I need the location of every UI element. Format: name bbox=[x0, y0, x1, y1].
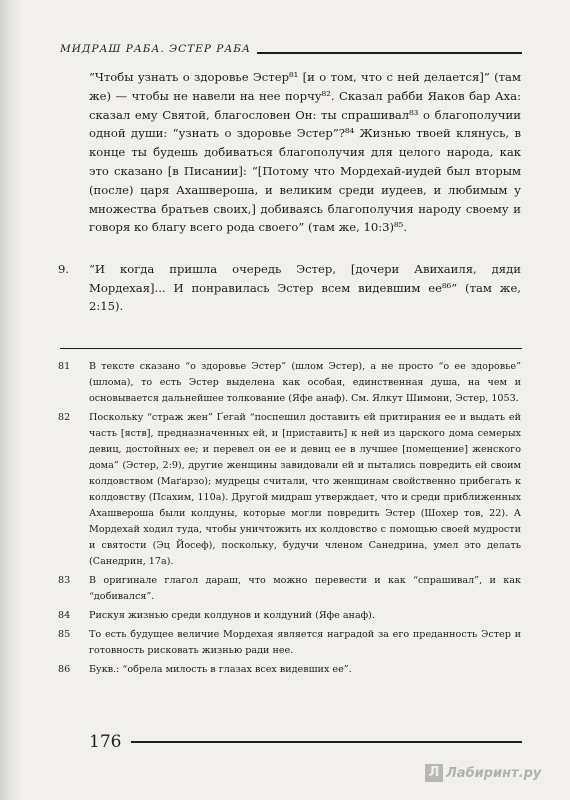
footnote bbox=[58, 573, 521, 605]
watermark bbox=[425, 764, 541, 782]
running-header bbox=[60, 41, 522, 55]
header-title: МИДРАШ РАБА. ЭСТЕР РАБА bbox=[60, 43, 251, 55]
footnote-number: 83 bbox=[58, 575, 71, 586]
page-spine-shadow bbox=[0, 0, 22, 800]
footer-rule bbox=[131, 741, 522, 743]
footnote-text: Поскольку “страж жен” Ґегай “поспешил доставить ей притирания ее и выдать ей часть [яств], предназначенных ей, и [приставить] к ней из царского дома семерых девиц, достойных ее; и перевел он ее и девиц ее в лучшее [помещение] женского дома” (Эстер, 2:9), другие женщины завидовали ей и пытались повредить ей своим колдовством (Маґарзо); мудрецы считали, что женщинам свойственно прибегать к колдовству (Псахим, 110а). Другой мидраш утверждает, что и среди приближенных Ахашвероша были колдуны, которые могли повредить Эстер (Шохер тов, 22). А Мордехай ходил туда, чтобы уничтожить их колдовство с помощью своей мудрости и святости (Эц Йосеф), поскольку, будучи членом Санедрина, умел это делать (Санедрин, 17а). bbox=[89, 412, 521, 567]
footnote bbox=[58, 410, 521, 570]
page-number: 176 bbox=[89, 732, 122, 752]
footnote-number: 84 bbox=[58, 610, 71, 621]
footnote-text: В оригинале глагол дараш, что можно перевести и как “спрашивал”, и как “добивался”. bbox=[89, 575, 521, 602]
main-paragraph: “Чтобы узнать о здоровье Эстер⁸¹ [и о том, что с ней делается]” (там же) — чтобы не навели на нее порчу⁸². Сказал рабби Яаков бар Аха: сказал ему Святой, благословен Он: ты спрашивал⁸³ о благополучии одной души: “узнать о здоровье Эстер”?⁸⁴ Жизнью твоей клянусь, в конце ты будешь добиваться благополучия для целого народа, как это сказано [в Писании]: “[Потому что Мордехай-иудей был вторым (после) царя Ахашвероша, и великим среди иудеев, и любимым у множества братьев своих,] добиваясь благополучия народу своему и говоря ко благу всего рода своего” (там же, 10:3)⁸⁵. bbox=[89, 70, 521, 235]
footnote bbox=[58, 627, 521, 659]
footnote bbox=[58, 662, 521, 678]
main-text bbox=[89, 68, 521, 237]
page-footer bbox=[89, 731, 522, 753]
footnote-text: Рискуя жизнью среди колдунов и колдуний (Яфе анаф). bbox=[89, 610, 375, 621]
verse-number: 9. bbox=[58, 262, 70, 276]
footnote-number: 81 bbox=[58, 361, 71, 372]
footnote-number: 86 bbox=[58, 664, 71, 675]
footnote-divider bbox=[60, 348, 522, 349]
footnote-text: Букв.: “обрела милость в глазах всех видевших ее”. bbox=[89, 664, 352, 675]
watermark-text: Лабиринт.ру bbox=[446, 765, 542, 781]
labirint-logo-icon: Л bbox=[425, 764, 443, 782]
footnote bbox=[58, 608, 521, 624]
footnote-text: То есть будущее величие Мордехая является наградой за его преданность Эстер и готовность рисковать жизнью ради нее. bbox=[89, 629, 521, 656]
footnotes bbox=[58, 359, 521, 681]
footnote-number: 85 bbox=[58, 629, 71, 640]
footnote-text: В тексте сказано “о здоровье Эстер” (шлом Эстер), а не просто “о ее здоровье” (шлома), то есть Эстер выделена как особая, единственная душа, на чем и основывается дальнейшее толкование (Яфе анаф). См. Ялкут Шимони, Эстер, 1053. bbox=[89, 361, 521, 404]
verse-block bbox=[58, 260, 521, 316]
header-rule bbox=[257, 52, 522, 54]
footnote-number: 82 bbox=[58, 412, 71, 423]
verse-text: “И когда пришла очередь Эстер, [дочери Авихаиля, дяди Мордехая]... И понравилась Эстер всем видевшим ее⁸⁶” (там же, 2:15). bbox=[89, 262, 521, 313]
footnote bbox=[58, 359, 521, 407]
